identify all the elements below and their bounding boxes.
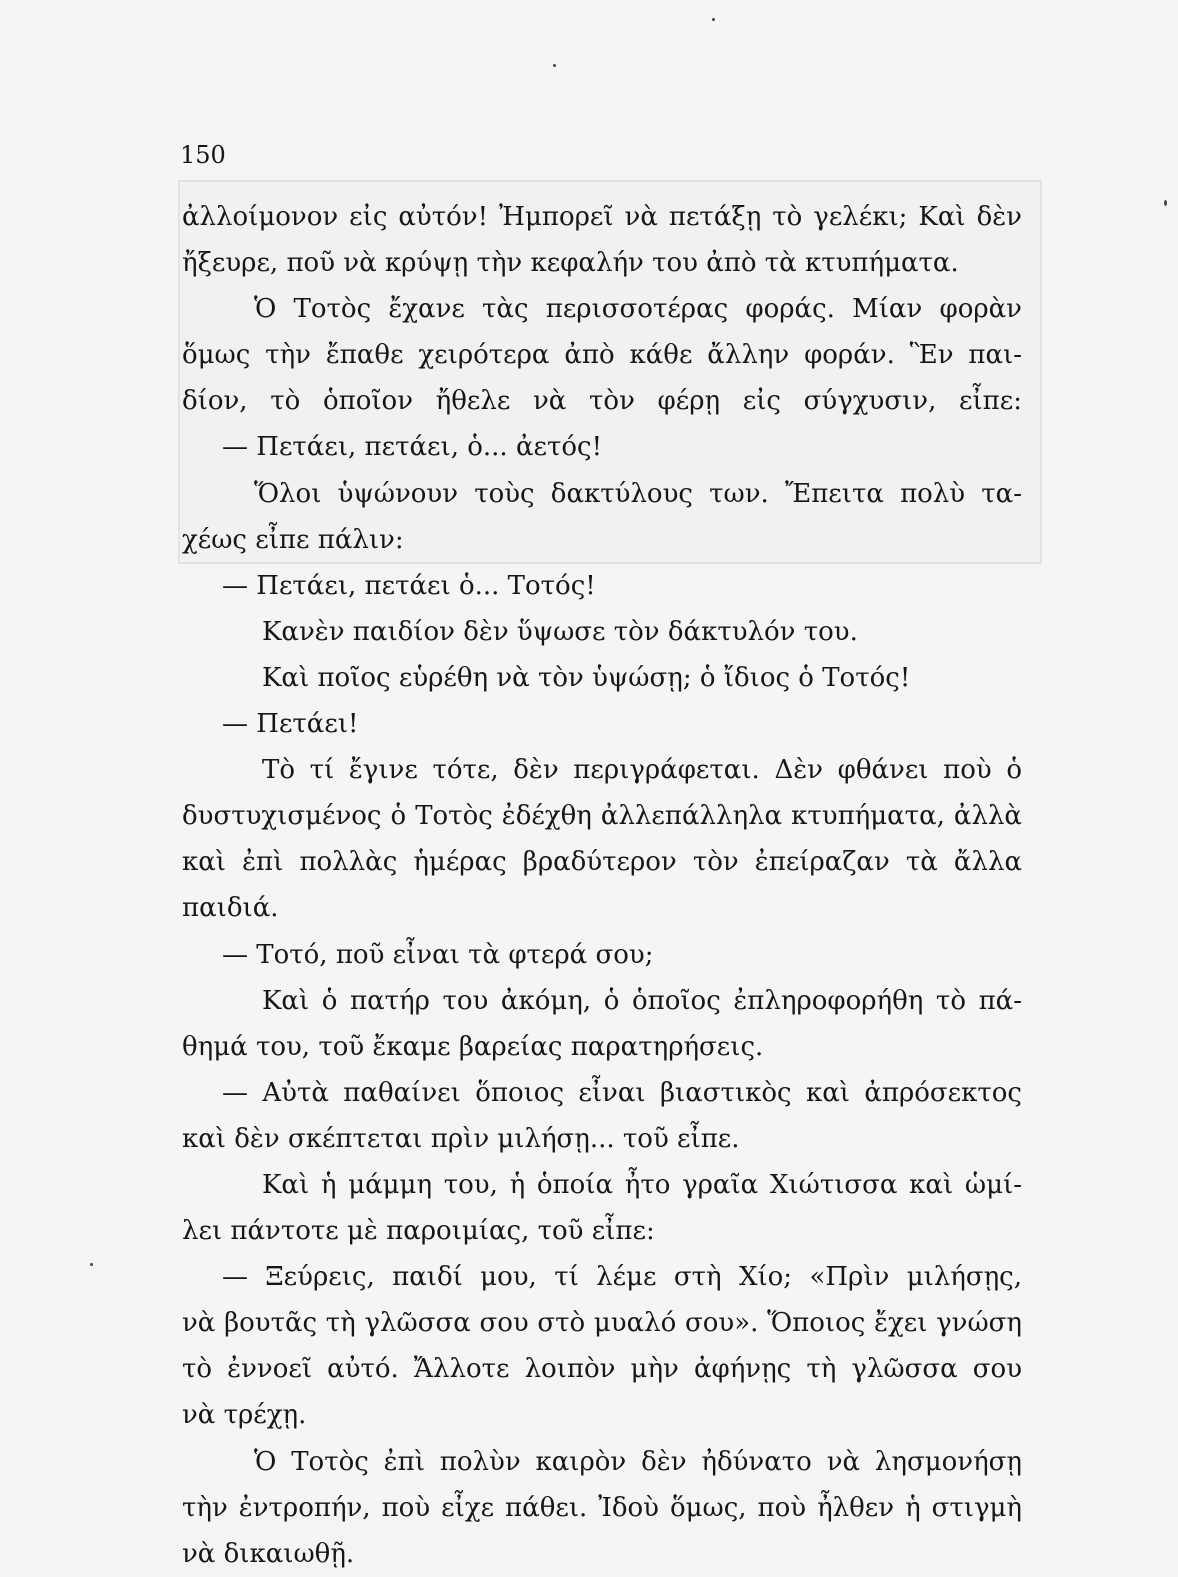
text-line: ἀλλοίμονον εἰς αὐτόν! Ἠμπορεῖ νὰ πετάξῃ τὸ γελέκι; Καὶ δὲν [182, 202, 1022, 232]
text-line: καὶ δὲν σκέπτεται πρὶν μιλήσῃ... τοῦ εἶπε. [182, 1123, 740, 1154]
text-line: — Αὐτὰ παθαίνει ὅποιος εἶναι βιαστικὸς καὶ ἀπρόσεκτος [222, 1077, 1022, 1108]
text-line: νὰ βουτᾶς τὴ γλῶσσα σου στὸ μυαλό σου». Ὅποιος ἔχει γνώση [182, 1308, 1022, 1339]
text-line: — Πετάει! [222, 709, 359, 740]
text-line: Ὁ Τοτὸς ἐπὶ πολὺν καιρὸν δὲν ἠδύνατο νὰ λησμονήσῃ [254, 1446, 1022, 1477]
text-line: ἤξευρε, ποῦ νὰ κρύψῃ τὴν κεφαλήν του ἀπὸ τὰ κτυπήματα. [182, 248, 959, 279]
text-line: τὸ ἐννοεῖ αὐτό. Ἄλλοτε λοιπὸν μὴν ἀφήνῃς τὴ γλῶσσα σου [182, 1354, 1022, 1385]
text-line: νὰ τρέχῃ. [182, 1400, 307, 1431]
text-line: Ὁ Τοτὸς ἔχανε τὰς περισσοτέρας φοράς. Μίαν φορὰν [254, 294, 1022, 325]
text-line: Καὶ ποῖος εὑρέθη νὰ τὸν ὑψώσῃ; ὁ ἴδιος ὁ Τοτός! [262, 662, 911, 693]
text-line: — Ξεύρεις, παιδί μου, τί λέμε στὴ Χίο; «Πρὶν μιλήσῃς, [222, 1262, 1022, 1293]
text-line: λει πάντοτε μὲ παροιμίας, τοῦ εἶπε: [182, 1216, 655, 1247]
text-line: καὶ ἐπὶ πολλὰς ἡμέρας βραδύτερον τὸν ἐπείραζαν τὰ ἄλλα [182, 847, 1022, 878]
text-line: δυστυχισμένος ὁ Τοτὸς ἐδέχθη ἀλλεπάλληλα κτυπήματα, ἀλλὰ [182, 801, 1022, 832]
body-text [182, 194, 1022, 1577]
text-line: ὅμως τὴν ἔπαθε χειρότερα ἀπὸ κάθε ἄλλην φοράν. Ἓν παι- [182, 340, 1022, 371]
print-speck [90, 1263, 93, 1266]
text-line: Τὸ τί ἔγινε τότε, δὲν περιγράφεται. Δὲν φθάνει ποὺ ὁ [262, 755, 1022, 786]
text-line: — Πετάει, πετάει ὁ... Τοτός! [222, 570, 596, 601]
text-line: — Τοτό, ποῦ εἶναι τὰ φτερά σου; [222, 939, 654, 970]
text-line: χέως εἶπε πάλιν: [182, 524, 404, 555]
print-speck [553, 64, 556, 67]
text-line: δίον, τὸ ὁποῖον ἤθελε νὰ τὸν φέρῃ εἰς σύγχυσιν, εἶπε: [182, 386, 1022, 417]
text-line: Κανὲν παιδίον δὲν ὕψωσε τὸν δάκτυλόν του. [262, 616, 858, 647]
text-line: θημά του, τοῦ ἔκαμε βαρείας παρατηρήσεις. [182, 1031, 764, 1062]
text-line: Καὶ ὁ πατήρ του ἀκόμη, ὁ ὁποῖος ἐπληροφορήθη τὸ πά- [262, 985, 1022, 1016]
text-line: τὴν ἐντροπήν, ποὺ εἶχε πάθει. Ἰδοὺ ὅμως, ποὺ ἦλθεν ἡ στιγμὴ [182, 1492, 1022, 1523]
text-line: παιδιά. [182, 893, 279, 924]
page-number: 150 [180, 141, 226, 169]
print-speck [1164, 200, 1167, 206]
text-line: — Πετάει, πετάει, ὁ... ἀετός! [222, 432, 603, 463]
text-line: νὰ δικαιωθῇ. [182, 1538, 355, 1569]
text-line: Καὶ ἡ μάμμη του, ἡ ὁποία ἦτο γραῖα Χιώτισσα καὶ ὡμί- [262, 1169, 1022, 1200]
print-speck [712, 18, 715, 21]
text-line: Ὅλοι ὑψώνουν τοὺς δακτύλους των. Ἔπειτα πολὺ τα- [254, 478, 1022, 509]
